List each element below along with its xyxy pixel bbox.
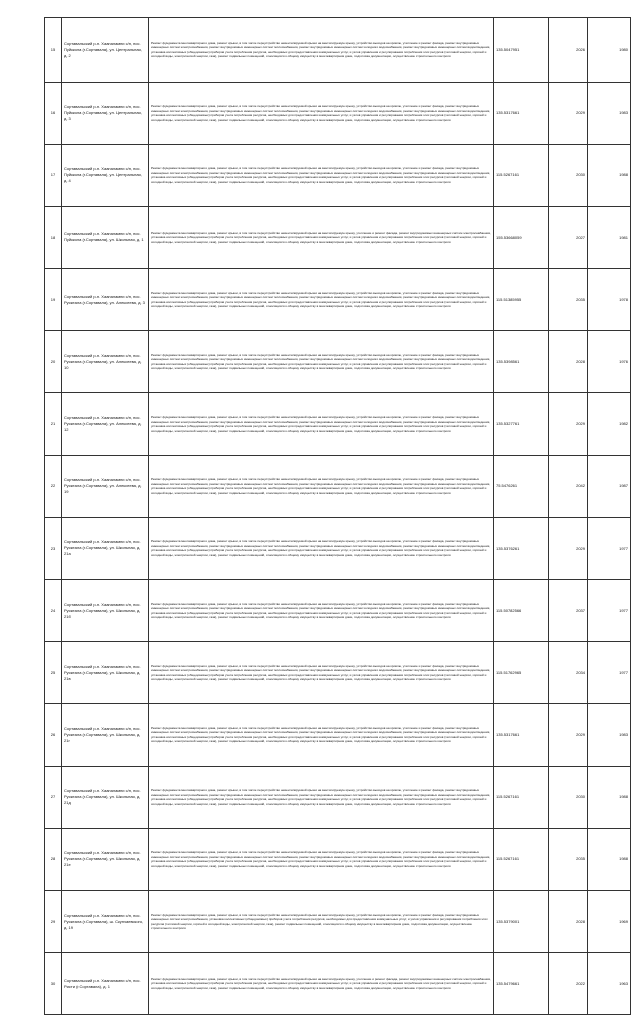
repair-works: Ремонт фундамента многоквартирного дома, ремонт крыши, в том числе переустройство невентилируемой крыши на вентилируемую крышу, устройство выходов на кровлю, утепление и ремонт фасада, ремонт внутридомовых инженерных систем электроснабжения, ремонт внутридомовых инженерных систем теплоснабжения, ремонт внутридомовых инженерных систем холодного водоснабжения, ремонт внутридомовых инженерных систем водоотведения, установка коллективных (общедомовых) приборов учета потребления ресурсов, необходимых для предоставления коммунальных услуг, и узлов управления и регулирования потребления этих ресурсов (тепловой энергии, горячей и холодной воды, электрической энергии, газа), ремонт подвальных помещений, относящихся к общему имуществу в многоквартирном доме, подготовка документации, осуществление строительного контроля — [149, 331, 494, 393]
repair-cost: 115.5267161 — [494, 766, 549, 828]
table-row — [45, 455, 631, 517]
building-address: Сортавальский р-н. Хаапалампи с/п, пос. Пуйккола (г.Сортавала), ул. Школьная, д. 1 — [62, 206, 149, 268]
construction-year: 1983 — [588, 704, 631, 766]
row-number: 30 — [45, 953, 62, 1015]
building-address: Сортавальский р-н. Хаапалампи с/п, пос. Рускеала (г.Сортавала), ул. Школьная, д. 21в — [62, 642, 149, 704]
repair-cost: 135.5327761 — [494, 393, 549, 455]
building-address: Сортавальский р-н. Хаапалампи с/п, пос. Рускеала (г.Сортавала), ул. Алексеева, д. 3 — [62, 269, 149, 331]
building-address: Сортавальский р-н. Хаапалампи с/п, пос. Ристи (г.Сортавала), д. 1 — [62, 953, 149, 1015]
building-address: Сортавальский р-н. Хаапалампи с/п, пос. Рускеала (г.Сортавала), ул. Алексеева, д. 12 — [62, 393, 149, 455]
building-address: Сортавальский р-н. Хаапалампи с/п, пос. Пуйккола (г.Сортавала), ул. Центральная, д. 4 — [62, 144, 149, 206]
construction-year: 1988 — [588, 828, 631, 890]
table-row — [45, 766, 631, 828]
table-row — [45, 206, 631, 268]
repair-cost: 135.5376261 — [494, 517, 549, 579]
construction-year: 1963 — [588, 953, 631, 1015]
repair-cost: 135.5398561 — [494, 331, 549, 393]
table-row — [45, 393, 631, 455]
building-address: Сортавальский р-н. Хаапалампи с/п, пос. Пуйккола (г.Сортавала), ул. Центральная, д. 2 — [62, 18, 149, 83]
table-row — [45, 580, 631, 642]
repair-year: 2034 — [549, 642, 588, 704]
construction-year: 1988 — [588, 766, 631, 828]
building-address: Сортавальский р-н. Хаапалампи с/п, пос. Рускеала (г.Сортавала), ул. Школьная, д. 21б — [62, 580, 149, 642]
repair-cost: 135.5047951 — [494, 18, 549, 83]
construction-year: 1977 — [588, 642, 631, 704]
capital-repair-table — [44, 17, 631, 1015]
repair-year: 2026 — [549, 18, 588, 83]
repair-year: 2035 — [549, 269, 588, 331]
row-number: 16 — [45, 82, 62, 144]
table-row — [45, 144, 631, 206]
repair-cost: 115.51385955 — [494, 269, 549, 331]
repair-cost: 115.50782566 — [494, 580, 549, 642]
row-number: 27 — [45, 766, 62, 828]
repair-works: Ремонт фундамента многоквартирного дома, ремонт крыши, в том числе переустройство невентилируемой крыши на вентилируемую крышу, устройство выходов на кровлю, утепление и ремонт фасада, ремонт внутридомовых инженерных систем электроснабжения, ремонт внутридомовых инженерных систем теплоснабжения, ремонт внутридомовых инженерных систем холодного водоснабжения, ремонт внутридомовых инженерных систем водоотведения, установка коллективных (общедомовых) приборов учета потребления ресурсов, необходимых для предоставления коммунальных услуг, и узлов управления и регулирования потребления этих ресурсов (тепловой энергии, горячей и холодной воды, электрической энергии, газа), ремонт подвальных помещений, относящихся к общему имуществу в многоквартирном доме, подготовка документации, осуществление строительного контроля — [149, 828, 494, 890]
repair-year: 2029 — [549, 393, 588, 455]
repair-year: 2035 — [549, 828, 588, 890]
construction-year: 1977 — [588, 517, 631, 579]
row-number: 19 — [45, 269, 62, 331]
repair-works: Ремонт фундамента многоквартирного дома, ремонт крыши, в том числе переустройство невентилируемой крыши на вентилируемую крышу, устройство выходов на кровлю, утепление и ремонт фасада, ремонт внутридомовых инженерных систем электроснабжения, ремонт внутридомовых инженерных систем теплоснабжения, ремонт внутридомовых инженерных систем холодного водоснабжения, ремонт внутридомовых инженерных систем водоотведения, установка коллективных (общедомовых) приборов учета потребления ресурсов, необходимых для предоставления коммунальных услуг, и узлов управления и регулирования потребления этих ресурсов (тепловой энергии, горячей и холодной воды, электрической энергии, газа), ремонт подвальных помещений, относящихся к общему имуществу в многоквартирном доме, подготовка документации, осуществление строительного контроля — [149, 393, 494, 455]
repair-cost: 135.5479661 — [494, 953, 549, 1015]
repair-works: Ремонт фундамента многоквартирного дома, ремонт крыши, в том числе переустройство невентилируемой крыши на вентилируемую крышу, устройство выходов на кровлю, утепление и ремонт фасада, ремонт внутридомовых инженерных систем электроснабжения, ремонт внутридомовых инженерных систем теплоснабжения, ремонт внутридомовых инженерных систем холодного водоснабжения, ремонт внутридомовых инженерных систем водоотведения, установка коллективных (общедомовых) приборов учета потребления ресурсов, необходимых для предоставления коммунальных услуг, и узлов управления и регулирования потребления этих ресурсов (тепловой энергии, горячей и холодной воды, электрической энергии, газа), ремонт подвальных помещений, относящихся к общему имуществу в многоквартирном доме, подготовка документации, осуществление строительного контроля — [149, 144, 494, 206]
table-row — [45, 953, 631, 1015]
repair-cost: 115.5267161 — [494, 828, 549, 890]
table-row — [45, 331, 631, 393]
repair-works: Ремонт фундамента многоквартирного дома, ремонт крыши, в том числе переустройство невентилируемой крыши на вентилируемую крышу, устройство выходов на кровлю, утепление и ремонт фасада, ремонт внутридомовых инженерных систем электроснабжения, ремонт внутридомовых инженерных систем теплоснабжения, ремонт внутридомовых инженерных систем холодного водоснабжения, ремонт внутридомовых инженерных систем водоотведения, установка коллективных (общедомовых) приборов учета потребления ресурсов, необходимых для предоставления коммунальных услуг, и узлов управления и регулирования потребления этих ресурсов (тепловой энергии, горячей и холодной воды, электрической энергии, газа), ремонт подвальных помещений, относящихся к общему имуществу в многоквартирном доме, подготовка документации, осуществление строительного контроля — [149, 517, 494, 579]
row-number: 20 — [45, 331, 62, 393]
repair-works: Ремонт фундамента многоквартирного дома, ремонт крыши, в том числе переустройство невентилируемой крыши на вентилируемую крышу, устройство выходов на кровлю, утепление и ремонт фасада, ремонт внутридомовых инженерных систем электроснабжения, ремонт внутридомовых инженерных систем теплоснабжения, ремонт внутридомовых инженерных систем холодного водоснабжения, ремонт внутридомовых инженерных систем водоотведения, установка коллективных (общедомовых) приборов учета потребления ресурсов, необходимых для предоставления коммунальных услуг, и узлов управления и регулирования потребления этих ресурсов (тепловой энергии, горячей и холодной воды, электрической энергии, газа), ремонт подвальных помещений, относящихся к общему имуществу в многоквартирном доме, подготовка документации, осуществление строительного контроля — [149, 455, 494, 517]
row-number: 26 — [45, 704, 62, 766]
repair-works: Ремонт фундамента многоквартирного дома, ремонт крыши, в том числе переустройство невентилируемой крыши на вентилируемую крышу, устройство выходов на кровлю, утепление и ремонт фасада, ремонт внутридомовых инженерных систем электроснабжения, ремонт внутридомовых инженерных систем теплоснабжения, ремонт внутридомовых инженерных систем холодного водоснабжения, ремонт внутридомовых инженерных систем водоотведения, установка коллективных (общедомовых) приборов учета потребления ресурсов, необходимых для предоставления коммунальных услуг, и узлов управления и регулирования потребления этих ресурсов (тепловой энергии, горячей и холодной воды, электрической энергии, газа), ремонт подвальных помещений, относящихся к общему имуществу в многоквартирном доме, подготовка документации, осуществление строительного контроля — [149, 269, 494, 331]
row-number: 24 — [45, 580, 62, 642]
table-row — [45, 269, 631, 331]
table-row — [45, 18, 631, 83]
building-address: Сортавальский р-н. Хаапалампи с/п, пос. Рускеала (г.Сортавала), ул. Школьная, д. 21е — [62, 828, 149, 890]
repair-cost: 135.5379001 — [494, 890, 549, 952]
table-row — [45, 704, 631, 766]
construction-year: 1982 — [588, 393, 631, 455]
repair-year: 2028 — [549, 890, 588, 952]
repair-works: Ремонт фундамента многоквартирного дома, ремонт крыши, в том числе переустройство невентилируемой крыши на вентилируемую крышу, утепление и ремонт фасада, ремонт внутридомовых инженерных систем электроснабжения, установка коллективных (общедомовых) приборов учета потребления ресурсов, необходимых для предоставления коммунальных услуг, и узлов управления и регулирования потребления этих ресурсов (тепловой энергии, горячей и холодной воды, электрической энергии, газа), ремонт подвальных помещений, относящихся к общему имуществу в многоквартирном доме, подготовка документации, осуществление строительного контроля — [149, 206, 494, 268]
repair-year: 2029 — [549, 82, 588, 144]
row-number: 29 — [45, 890, 62, 952]
repair-cost: 135.5317661 — [494, 704, 549, 766]
building-address: Сортавальский р-н. Хаапалампи с/п, пос. Рускеала (г.Сортавала), ул. Школьная, д. 21а — [62, 517, 149, 579]
row-number: 15 — [45, 18, 62, 83]
construction-year: 1988 — [588, 144, 631, 206]
repair-works: Ремонт фундамента многоквартирного дома, ремонт крыши, в том числе переустройство невентилируемой крыши на вентилируемую крышу, устройство выходов на кровлю, утепление и ремонт фасада, ремонт внутридомовых инженерных систем электроснабжения, ремонт внутридомовых инженерных систем теплоснабжения, ремонт внутридомовых инженерных систем холодного водоснабжения, ремонт внутридомовых инженерных систем водоотведения, установка коллективных (общедомовых) приборов учета потребления ресурсов, необходимых для предоставления коммунальных услуг, и узлов управления и регулирования потребления этих ресурсов (тепловой энергии, горячей и холодной воды, электрической энергии, газа), ремонт подвальных помещений, относящихся к общему имуществу в многоквартирном доме, подготовка документации, осуществление строительного контроля — [149, 82, 494, 144]
repair-year: 2027 — [549, 206, 588, 268]
repair-cost: 155.53668059 — [494, 206, 549, 268]
construction-year: 1983 — [588, 82, 631, 144]
row-number: 28 — [45, 828, 62, 890]
table-row — [45, 82, 631, 144]
repair-year: 2029 — [549, 704, 588, 766]
building-address: Сортавальский р-н. Хаапалампи с/п, пос. Рускеала (г.Сортавала), ул. Алексеева, д. 10 — [62, 331, 149, 393]
repair-works: Ремонт фундамента многоквартирного дома, ремонт крыши, в том числе переустройство невентилируемой крыши на вентилируемую крышу, устройство выходов на кровлю, утепление и ремонт фасада, ремонт внутридомовых инженерных систем электроснабжения, ремонт внутридомовых инженерных систем теплоснабжения, ремонт внутридомовых инженерных систем холодного водоснабжения, ремонт внутридомовых инженерных систем водоотведения, установка коллективных (общедомовых) приборов учета потребления ресурсов, необходимых для предоставления коммунальных услуг, и узлов управления и регулирования потребления этих ресурсов (тепловой энергии, горячей и холодной воды, электрической энергии, газа), ремонт подвальных помещений, относящихся к общему имуществу в многоквартирном доме, подготовка документации, осуществление строительного контроля — [149, 580, 494, 642]
repair-year: 2029 — [549, 517, 588, 579]
repair-year: 2028 — [549, 331, 588, 393]
repair-works: Ремонт фундамента многоквартирного дома, ремонт крыши, в том числе переустройство невентилируемой крыши на вентилируемую крышу, устройство выходов на кровлю, утепление и ремонт фасада, ремонт внутридомовых инженерных систем электроснабжения, ремонт внутридомовых инженерных систем теплоснабжения, ремонт внутридомовых инженерных систем холодного водоснабжения, ремонт внутридомовых инженерных систем водоотведения, установка коллективных (общедомовых) приборов учета потребления ресурсов, необходимых для предоставления коммунальных услуг, и узлов управления и регулирования потребления этих ресурсов (тепловой энергии, горячей и холодной воды, электрической энергии, газа), ремонт подвальных помещений, относящихся к общему имуществу в многоквартирном доме, подготовка документации, осуществление строительного контроля — [149, 18, 494, 83]
building-address: Сортавальский р-н. Хаапалампи с/п, пос. Рускеала (г.Сортавала), ул. Алексеева, д. 19 — [62, 455, 149, 517]
repair-year: 2030 — [549, 144, 588, 206]
construction-year: 1987 — [588, 455, 631, 517]
building-address: Сортавальский р-н. Хаапалампи с/п, пос. Рускеала (г.Сортавала), ул. Школьная, д. 21г — [62, 704, 149, 766]
table-row — [45, 828, 631, 890]
repair-works: Ремонт фундамента многоквартирного дома, ремонт крыши, в том числе переустройство невентилируемой крыши на вентилируемую крышу, устройство выходов на кровлю, утепление и ремонт фасада, ремонт внутридомовых инженерных систем электроснабжения, ремонт внутридомовых инженерных систем теплоснабжения, ремонт внутридомовых инженерных систем холодного водоснабжения, ремонт внутридомовых инженерных систем водоотведения, установка коллективных (общедомовых) приборов учета потребления ресурсов, необходимых для предоставления коммунальных услуг, и узлов управления и регулирования потребления этих ресурсов (тепловой энергии, горячей и холодной воды, электрической энергии, газа), ремонт подвальных помещений, относящихся к общему имуществу в многоквартирном доме, подготовка документации, осуществление строительного контроля — [149, 766, 494, 828]
construction-year: 1980 — [588, 18, 631, 83]
table-row — [45, 517, 631, 579]
repair-works: Ремонт фундамента многоквартирного дома, ремонт крыши, в том числе переустройство невентилируемой крыши на вентилируемую крышу, устройство выходов на кровлю, утепление и ремонт фасада, ремонт внутридомовых инженерных систем электроснабжения, ремонт внутридомовых инженерных систем теплоснабжения, ремонт внутридомовых инженерных систем холодного водоснабжения, ремонт внутридомовых инженерных систем водоотведения, установка коллективных (общедомовых) приборов учета потребления ресурсов, необходимых для предоставления коммунальных услуг, и узлов управления и регулирования потребления этих ресурсов (тепловой энергии, горячей и холодной воды, электрической энергии, газа), ремонт подвальных помещений, относящихся к общему имуществу в многоквартирном доме, подготовка документации, осуществление строительного контроля — [149, 642, 494, 704]
repair-year: 2030 — [549, 766, 588, 828]
table-body — [45, 18, 631, 1015]
table-row — [45, 642, 631, 704]
repair-works: Ремонт фундамента многоквартирного дома, ремонт крыши, в том числе переустройство невентилируемой крыши на вентилируемую крышу, устройство выходов на кровлю, утепление и ремонт фасада, ремонт внутридомовых инженерных систем электроснабжения, установка коллективных (общедомовых) приборов учета потребления ресурсов, необходимых для предоставления коммунальных услуг, и узлов управления и регулирования потребления этих ресурсов (тепловой энергии, горячей и холодной воды, электрической энергии, газа), ремонт подвальных помещений, относящихся к общему имуществу в многоквартирном доме, подготовка документации, осуществление строительного контроля — [149, 890, 494, 952]
repair-works: Ремонт фундамента многоквартирного дома, ремонт крыши, в том числе переустройство невентилируемой крыши на вентилируемую крышу, утепление и ремонт фасада, ремонт внутридомовых инженерных систем электроснабжения, установка коллективных (общедомовых) приборов учета потребления ресурсов, необходимых для предоставления коммунальных услуг, и узлов управления и регулирования потребления этих ресурсов (тепловой энергии, горячей и холодной воды, электрической энергии, газа), ремонт подвальных помещений, относящихся к общему имуществу в многоквартирном доме, подготовка документации, осуществление строительного контроля — [149, 953, 494, 1015]
row-number: 18 — [45, 206, 62, 268]
building-address: Сортавальский р-н. Хаапалампи с/п, пос. Рускеала (г.Сортавала), ш. Скупчаевского, д. 19 — [62, 890, 149, 952]
building-address: Сортавальский р-н. Хаапалампи с/п, пос. Рускеала (г.Сортавала), ул. Школьная, д. 21д — [62, 766, 149, 828]
building-address: Сортавальский р-н. Хаапалампи с/п, пос. Пуйккола (г.Сортавала), ул. Центральная, д. 3 — [62, 82, 149, 144]
row-number: 22 — [45, 455, 62, 517]
repair-cost: 75.5476261 — [494, 455, 549, 517]
construction-year: 1977 — [588, 580, 631, 642]
construction-year: 1969 — [588, 890, 631, 952]
repair-cost: 135.5317661 — [494, 82, 549, 144]
construction-year: 1981 — [588, 206, 631, 268]
row-number: 21 — [45, 393, 62, 455]
repair-works: Ремонт фундамента многоквартирного дома, ремонт крыши, в том числе переустройство невентилируемой крыши на вентилируемую крышу, устройство выходов на кровлю, утепление и ремонт фасада, ремонт внутридомовых инженерных систем электроснабжения, ремонт внутридомовых инженерных систем теплоснабжения, ремонт внутридомовых инженерных систем холодного водоснабжения, ремонт внутридомовых инженерных систем водоотведения, установка коллективных (общедомовых) приборов учета потребления ресурсов, необходимых для предоставления коммунальных услуг, и узлов управления и регулирования потребления этих ресурсов (тепловой энергии, горячей и холодной воды, электрической энергии, газа), ремонт подвальных помещений, относящихся к общему имуществу в многоквартирном доме, подготовка документации, осуществление строительного контроля — [149, 704, 494, 766]
construction-year: 1976 — [588, 331, 631, 393]
repair-cost: 115.5267161 — [494, 144, 549, 206]
repair-year: 2037 — [549, 580, 588, 642]
row-number: 25 — [45, 642, 62, 704]
construction-year: 1978 — [588, 269, 631, 331]
repair-year: 2022 — [549, 953, 588, 1015]
table-row — [45, 890, 631, 952]
row-number: 17 — [45, 144, 62, 206]
repair-year: 2042 — [549, 455, 588, 517]
row-number: 23 — [45, 517, 62, 579]
repair-cost: 115.51762965 — [494, 642, 549, 704]
